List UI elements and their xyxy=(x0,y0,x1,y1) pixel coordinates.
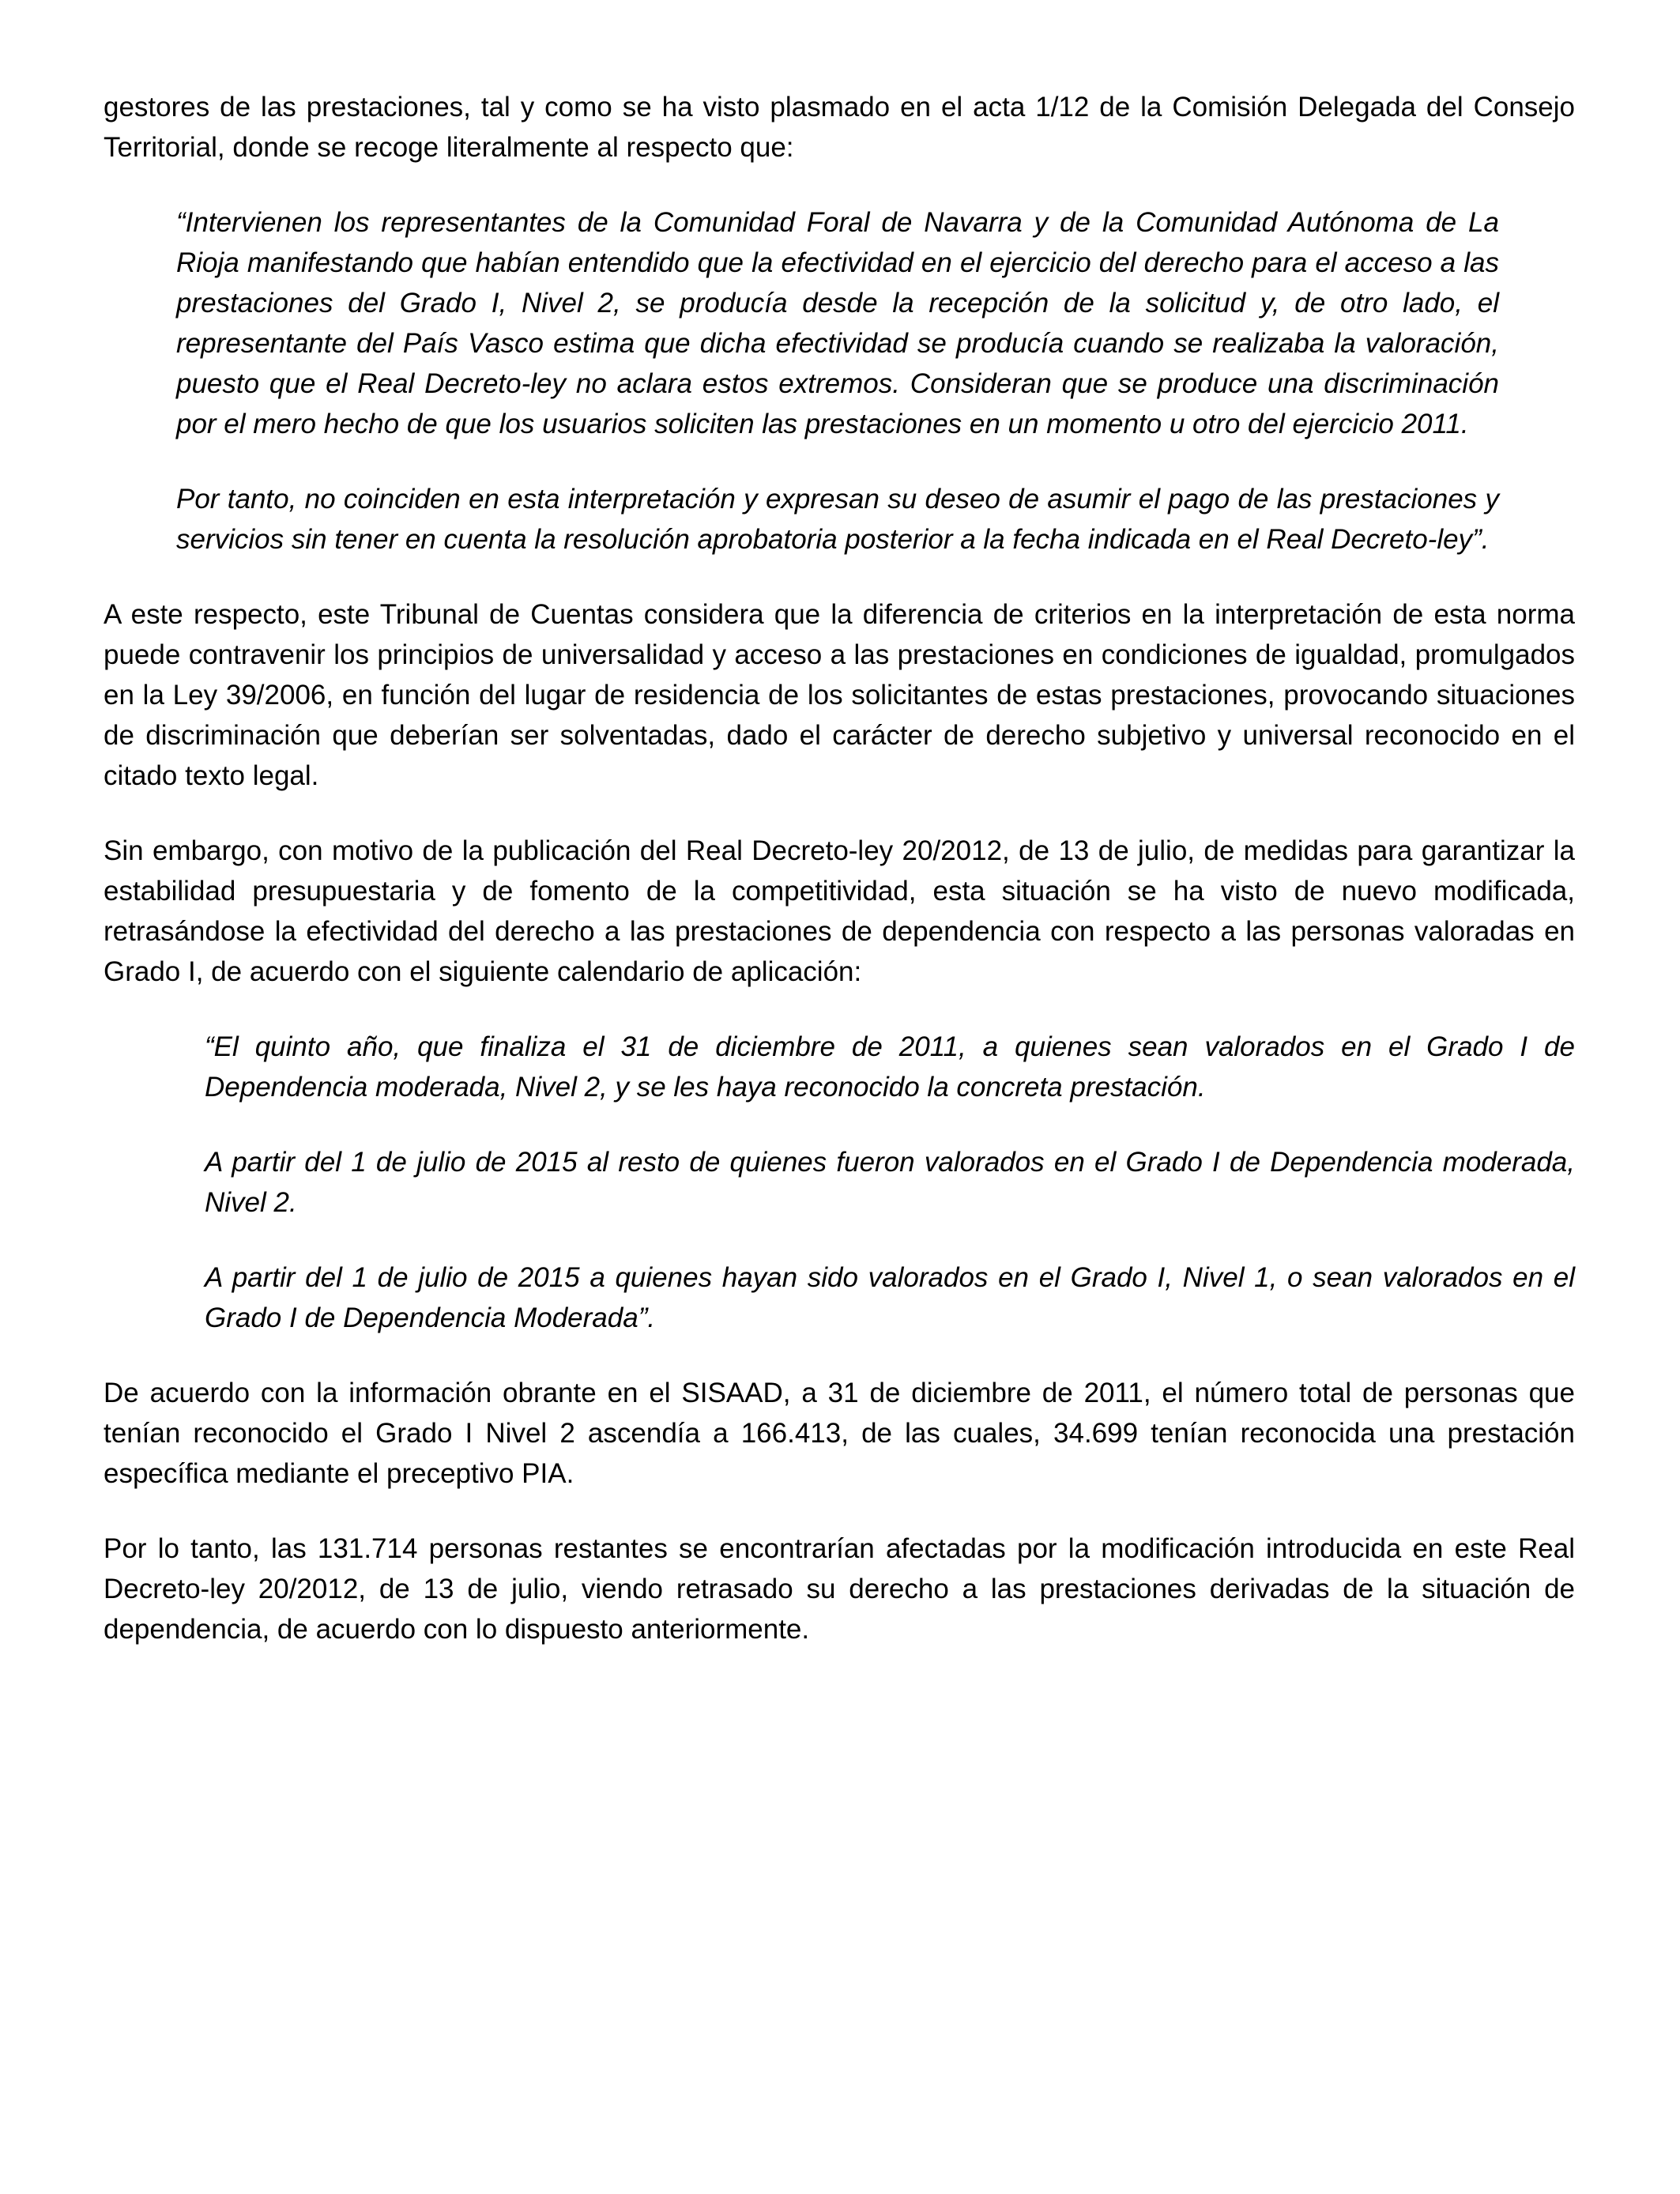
document-body xyxy=(104,87,1575,1684)
quote-acta-part-1: “Intervienen los representantes de la Comunidad Foral de Navarra y de la Comunidad Autónoma de La Rioja manifestando que habían entendido que la efectividad en el ejercicio del derecho para el acceso a las prestaciones del Grado I, Nivel 2, se producía desde la recepción de la solicitud y, de otro lado, el representante del País Vasco estima que dicha efectividad se producía cuando se realizaba la valoración, puesto que el Real Decreto-ley no aclara estos extremos. Consideran que se produce una discriminación por el mero hecho de que los usuarios soliciten las prestaciones en un momento u otro del ejercicio 2011. xyxy=(176,207,1499,439)
quote-calendar-item-3: A partir del 1 de julio de 2015 a quienes hayan sido valorados en el Grado I, Nivel 1, o sean valorados en el Grado I de Dependencia Moderada”. xyxy=(205,1262,1575,1333)
paragraph-intro: gestores de las prestaciones, tal y como se ha visto plasmado en el acta 1/12 de la Comisión Delegada del Consejo Territorial, donde se recoge literalmente al respecto que: xyxy=(104,92,1575,163)
quote-calendar-item-1: “El quinto año, que finaliza el 31 de diciembre de 2011, a quienes sean valorados en el Grado I de Dependencia moderada, Nivel 2, y se les haya reconocido la concreta prestación. xyxy=(205,1031,1575,1103)
paragraph-tribunal-opinion: A este respecto, este Tribunal de Cuentas considera que la diferencia de criterios en la interpretación de esta norma puede contravenir los principios de universalidad y acceso a las prestaciones en condiciones de igualdad, promulgados en la Ley 39/2006, en función del lugar de residencia de los solicitantes de estas prestaciones, provocando situaciones de discriminación que deberían ser solventadas, dado el carácter de derecho subjetivo y universal reconocido en el citado texto legal. xyxy=(104,599,1575,791)
paragraph-sisaad-data: De acuerdo con la información obrante en el SISAAD, a 31 de diciembre de 2011, el número total de personas que tenían reconocido el Grado I Nivel 2 ascendía a 166.413, de las cuales, 34.699 tenían reconocida una prestación específica mediante el preceptivo PIA. xyxy=(104,1378,1575,1489)
quote-acta-part-2: Por tanto, no coinciden en esta interpretación y expresan su deseo de asumir el pago de las prestaciones y servicios sin tener en cuenta la resolución aprobatoria posterior a la fecha indicada en el Real Decreto-ley”. xyxy=(176,484,1499,555)
quote-calendar-item-2: A partir del 1 de julio de 2015 al resto de quienes fueron valorados en el Grado I de Dependencia moderada, Nivel 2. xyxy=(205,1147,1575,1218)
paragraph-real-decreto: Sin embargo, con motivo de la publicación del Real Decreto-ley 20/2012, de 13 de julio, de medidas para garantizar la estabilidad presupuestaria y de fomento de la competitividad, esta situación se ha visto de nuevo modificada, retrasándose la efectividad del derecho a las prestaciones de dependencia con respecto a las personas valoradas en Grado I, de acuerdo con el siguiente calendario de aplicación: xyxy=(104,835,1575,987)
paragraph-conclusion: Por lo tanto, las 131.714 personas restantes se encontrarían afectadas por la modificación introducida en este Real Decreto-ley 20/2012, de 13 de julio, viendo retrasado su derecho a las prestaciones derivadas de la situación de dependencia, de acuerdo con lo dispuesto anteriormente. xyxy=(104,1533,1575,1645)
